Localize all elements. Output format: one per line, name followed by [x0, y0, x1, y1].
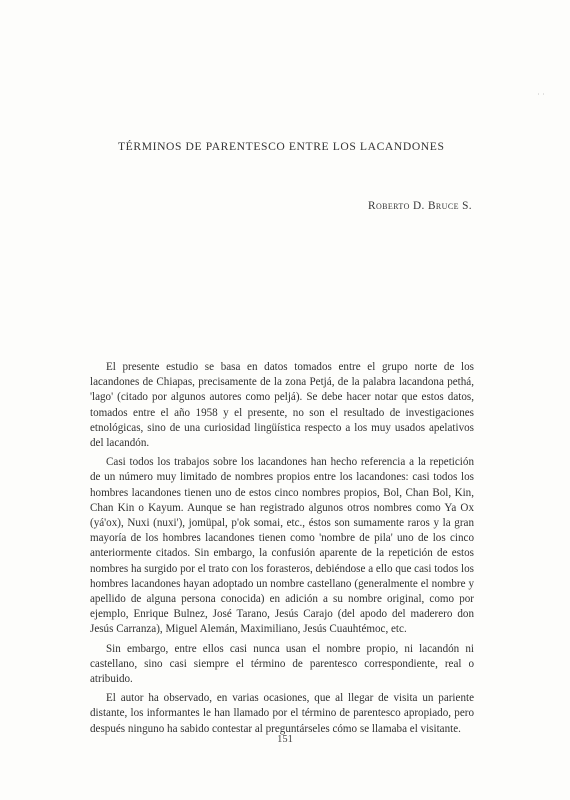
- article-author: Roberto D. Bruce S.: [368, 200, 472, 212]
- scan-mark: ˙˙: [537, 92, 547, 102]
- paragraph: Casi todos los trabajos sobre los lacandones han hecho referencia a la repetición de un número muy limitado de nombres propios entre los lacandones: casi todos los hombres lacandones tienen uno de estos cinco nombres propios, Bol, Chan Bol, Kin, Chan Kin o Kayum. Aunque se han registrado algunos otros nombres como Ya Ox (yá'ox), Nuxi (nuxi'), jomüpal, p'ok somai, etc., éstos son sumamente raros y la gran mayoría de los hombres lacandones tienen como 'nombre de pila' uno de los cinco anteriormente citados. Sin embargo, la confusión aparente de la repetición de estos nombres ha surgido por el trato con los forasteros, debiéndose a ello que casi todos los hombres lacandones hayan adoptado un nombre castellano (generalmente el nombre y apellido de alguna persona conocida) en adición a su nombre original, como por ejemplo, Enrique Bulnez, José Tarano, Jesús Carajo (del apodo del maderero don Jesús Carranza), Miguel Alemán, Maximiliano, Jesús Cuauhtémoc, etc.: [90, 456, 474, 636]
- page-number: 151: [277, 734, 293, 745]
- article-body: [90, 360, 474, 741]
- paragraph: El autor ha observado, en varias ocasiones, que al llegar de visita un pariente distante, los informantes le han llamado por el término de parentesco apropiado, pero después ninguno ha sabido contestar al preguntárseles cómo se llamaba el visitante.: [90, 692, 474, 735]
- paragraph: El presente estudio se basa en datos tomados entre el grupo norte de los lacandones de Chiapas, precisamente de la zona Petjá, de la palabra lacandona pethá, 'lago' (citado por algunos autores como peljá). Se debe hacer notar que estos datos, tomados entre el año 1958 y el presente, no son el resultado de investigaciones etnológicas, sino de una curiosidad lingüística respecto a los muy usados apelativos del lacandón.: [90, 361, 474, 450]
- article-title: TÉRMINOS DE PARENTESCO ENTRE LOS LACANDONES: [118, 140, 445, 153]
- paragraph: Sin embargo, entre ellos casi nunca usan el nombre propio, ni lacandón ni castellano, sino casi siempre el término de parentesco correspondiente, real o atribuido.: [90, 642, 474, 686]
